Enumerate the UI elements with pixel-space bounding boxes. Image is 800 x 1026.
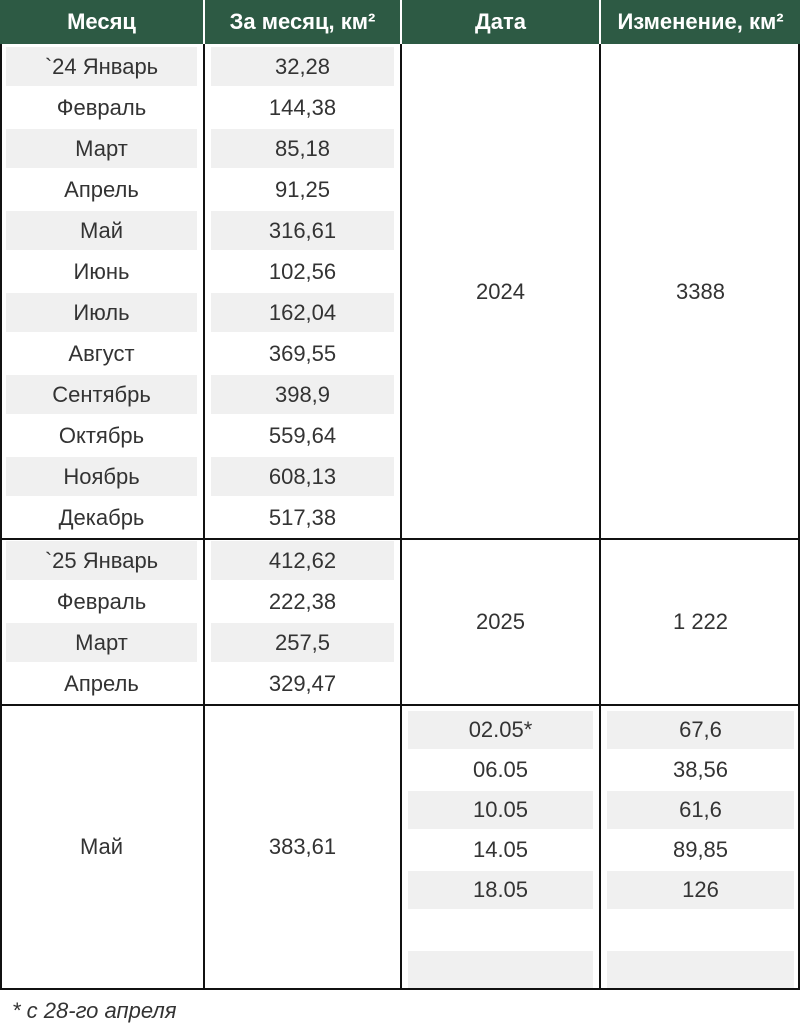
column-divider bbox=[599, 44, 601, 990]
row-divider bbox=[0, 988, 800, 990]
monthly-value-cell: 144,38 bbox=[268, 94, 337, 120]
monthly-value-cell: 559,64 bbox=[268, 422, 337, 448]
change-cell: 89,85 bbox=[672, 837, 729, 862]
month-cell: Ноябрь bbox=[6, 457, 197, 496]
change-cell bbox=[607, 951, 794, 989]
date-cell: 14.05 bbox=[472, 837, 529, 862]
month-cell: `24 Январь bbox=[6, 47, 197, 86]
date-cell bbox=[408, 951, 593, 989]
month-cell: Июль bbox=[6, 293, 197, 332]
month-cell: Август bbox=[68, 340, 135, 366]
monthly-value-cell: 412,62 bbox=[211, 541, 394, 580]
monthly-value-cell: 257,5 bbox=[211, 623, 394, 662]
monthly-value-cell: 102,56 bbox=[268, 258, 337, 284]
month-cell: Апрель bbox=[64, 176, 139, 202]
month-cell: Март bbox=[6, 129, 197, 168]
month-cell: Октябрь bbox=[58, 422, 145, 448]
monthly-value-cell: 222,38 bbox=[268, 588, 337, 614]
change-cell: 61,6 bbox=[607, 791, 794, 829]
header-monthly-value: За месяц, км² bbox=[205, 0, 400, 44]
footnote: * с 28-го апреля bbox=[12, 998, 177, 1023]
monthly-value-cell: 162,04 bbox=[211, 293, 394, 332]
column-divider bbox=[203, 44, 205, 990]
month-cell: Март bbox=[6, 623, 197, 662]
change-cell: 126 bbox=[607, 871, 794, 909]
month-cell-may-2025: Май bbox=[79, 834, 124, 859]
row-divider bbox=[0, 704, 800, 706]
change-cell: 38,56 bbox=[672, 757, 729, 782]
monthly-value-cell: 32,28 bbox=[211, 47, 394, 86]
date-cell: 06.05 bbox=[472, 757, 529, 782]
monthly-value-cell: 369,55 bbox=[268, 340, 337, 366]
date-cell: 02.05* bbox=[408, 711, 593, 749]
monthly-value-cell: 316,61 bbox=[211, 211, 394, 250]
month-cell: Май bbox=[6, 211, 197, 250]
month-cell: Апрель bbox=[64, 670, 139, 696]
column-divider bbox=[0, 44, 2, 990]
monthly-value-cell: 85,18 bbox=[211, 129, 394, 168]
month-cell: `25 Январь bbox=[6, 541, 197, 580]
monthly-value-cell: 517,38 bbox=[268, 504, 337, 530]
header-change: Изменение, км² bbox=[601, 0, 800, 44]
header-month: Месяц bbox=[0, 0, 203, 44]
month-cell: Сентябрь bbox=[6, 375, 197, 414]
month-cell: Июнь bbox=[73, 258, 130, 284]
column-divider bbox=[400, 44, 402, 990]
month-cell: Декабрь bbox=[58, 504, 145, 530]
change-cell bbox=[607, 911, 794, 949]
header-date: Дата bbox=[402, 0, 599, 44]
date-cell bbox=[408, 911, 593, 949]
change-cell: 67,6 bbox=[607, 711, 794, 749]
monthly-value-cell: 608,13 bbox=[211, 457, 394, 496]
monthly-value-cell: 398,9 bbox=[211, 375, 394, 414]
row-divider bbox=[0, 538, 800, 540]
date-cell: 10.05 bbox=[408, 791, 593, 829]
month-cell: Февраль bbox=[56, 94, 147, 120]
monthly-value-cell: 329,47 bbox=[268, 670, 337, 696]
monthly-value-cell: 91,25 bbox=[274, 176, 331, 202]
monthly-value-cell-may-2025: 383,61 bbox=[268, 834, 337, 859]
year-cell-2024: 2024 bbox=[476, 279, 525, 304]
year-change-cell-2024: 3388 bbox=[676, 279, 725, 304]
year-change-cell-2025: 1 222 bbox=[672, 609, 729, 634]
year-cell-2025: 2025 bbox=[476, 609, 525, 634]
date-cell: 18.05 bbox=[408, 871, 593, 909]
month-cell: Февраль bbox=[56, 588, 147, 614]
